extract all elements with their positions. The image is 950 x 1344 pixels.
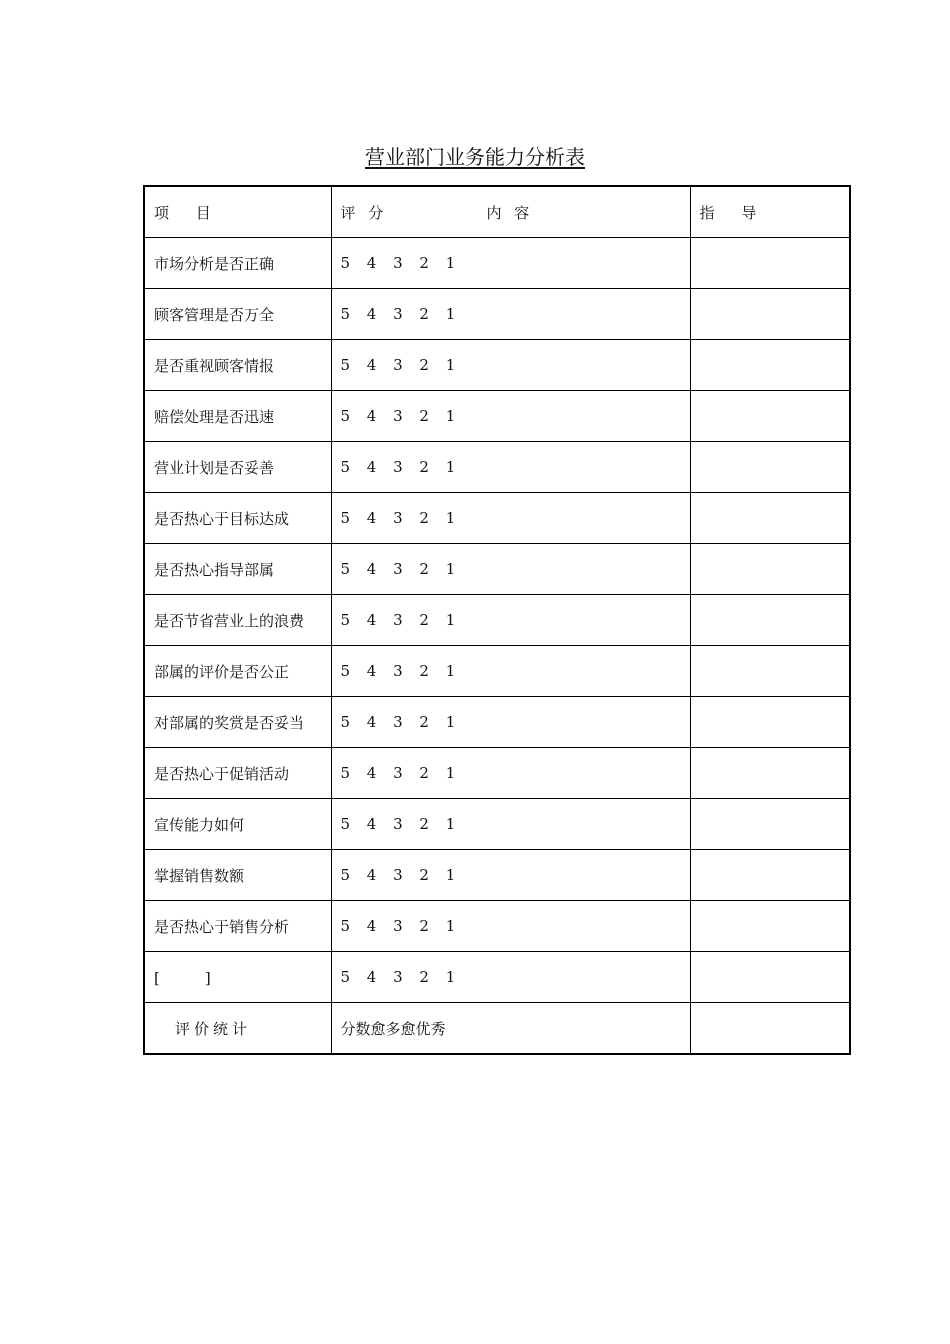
- row-item: 是否节省营业上的浪费: [144, 595, 331, 646]
- row-score-scale: [331, 544, 690, 595]
- table-row: [144, 850, 850, 901]
- row-guide-cell[interactable]: [690, 952, 850, 1003]
- row-item: 宣传能力如何: [144, 799, 331, 850]
- row-score-scale: [331, 391, 690, 442]
- table-row: [144, 748, 850, 799]
- score-scale-text: 5 4 3 2 1: [340, 356, 462, 374]
- table-row: [144, 697, 850, 748]
- row-item: 顾客管理是否万全: [144, 289, 331, 340]
- header-item: 项 目: [144, 186, 331, 238]
- score-scale-text: 5 4 3 2 1: [340, 713, 462, 731]
- row-score-scale: [331, 595, 690, 646]
- score-scale-text: 5 4 3 2 1: [340, 560, 462, 578]
- row-guide-cell[interactable]: [690, 442, 850, 493]
- table-row: [144, 238, 850, 289]
- row-score-scale: [331, 901, 690, 952]
- row-item: 对部属的奖赏是否妥当: [144, 697, 331, 748]
- summary-guide-cell[interactable]: [690, 1003, 850, 1055]
- table-row: [144, 799, 850, 850]
- row-score-scale: [331, 697, 690, 748]
- header-guide: 指 导: [690, 186, 850, 238]
- row-item: 市场分析是否正确: [144, 238, 331, 289]
- table-row: [144, 952, 850, 1003]
- row-guide-cell[interactable]: [690, 901, 850, 952]
- row-guide-cell[interactable]: [690, 697, 850, 748]
- header-content: 内 容: [486, 203, 530, 222]
- table-row: [144, 340, 850, 391]
- row-score-scale: [331, 340, 690, 391]
- score-scale-text: 5 4 3 2 1: [340, 917, 462, 935]
- score-scale-text: 5 4 3 2 1: [340, 458, 462, 476]
- score-scale-text: 5 4 3 2 1: [340, 254, 462, 272]
- row-guide-cell[interactable]: [690, 391, 850, 442]
- table-row: [144, 901, 850, 952]
- row-guide-cell[interactable]: [690, 646, 850, 697]
- row-score-scale: [331, 748, 690, 799]
- row-item: 是否重视顾客情报: [144, 340, 331, 391]
- row-guide-cell[interactable]: [690, 340, 850, 391]
- row-score-scale: [331, 493, 690, 544]
- page-title: 营业部门业务能力分析表: [365, 145, 585, 169]
- score-scale-text: 5 4 3 2 1: [340, 866, 462, 884]
- row-item: 是否热心于促销活动: [144, 748, 331, 799]
- row-score-scale: [331, 799, 690, 850]
- table-row: [144, 289, 850, 340]
- evaluation-table: [143, 185, 851, 1055]
- table-row: [144, 442, 850, 493]
- header-score-content: [331, 186, 690, 238]
- row-score-scale: [331, 952, 690, 1003]
- row-item: 是否热心于目标达成: [144, 493, 331, 544]
- row-item: 是否热心指导部属: [144, 544, 331, 595]
- row-score-scale: [331, 238, 690, 289]
- row-guide-cell[interactable]: [690, 238, 850, 289]
- row-item: 营业计划是否妥善: [144, 442, 331, 493]
- row-guide-cell[interactable]: [690, 595, 850, 646]
- row-score-scale: [331, 442, 690, 493]
- row-item: 部属的评价是否公正: [144, 646, 331, 697]
- table-row: [144, 493, 850, 544]
- row-score-scale: [331, 850, 690, 901]
- score-scale-text: 5 4 3 2 1: [340, 407, 462, 425]
- summary-row: [144, 1003, 850, 1055]
- row-guide-cell[interactable]: [690, 544, 850, 595]
- row-item: 赔偿处理是否迅速: [144, 391, 331, 442]
- score-scale-text: 5 4 3 2 1: [340, 662, 462, 680]
- score-scale-text: 5 4 3 2 1: [340, 611, 462, 629]
- row-guide-cell[interactable]: [690, 493, 850, 544]
- summary-label: 评价统计: [144, 1003, 331, 1055]
- row-guide-cell[interactable]: [690, 289, 850, 340]
- table-row: [144, 646, 850, 697]
- row-item: 是否热心于销售分析: [144, 901, 331, 952]
- score-scale-text: 5 4 3 2 1: [340, 764, 462, 782]
- row-item: [ ]: [144, 952, 331, 1003]
- summary-note: 分数愈多愈优秀: [331, 1003, 690, 1055]
- row-score-scale: [331, 289, 690, 340]
- row-guide-cell[interactable]: [690, 748, 850, 799]
- score-scale-text: 5 4 3 2 1: [340, 305, 462, 323]
- row-score-scale: [331, 646, 690, 697]
- score-scale-text: 5 4 3 2 1: [340, 968, 462, 986]
- table-row: [144, 544, 850, 595]
- row-guide-cell[interactable]: [690, 799, 850, 850]
- table-row: [144, 595, 850, 646]
- header-score: 评 分: [340, 203, 384, 222]
- row-item: 掌握销售数额: [144, 850, 331, 901]
- table-row: [144, 391, 850, 442]
- score-scale-text: 5 4 3 2 1: [340, 815, 462, 833]
- row-guide-cell[interactable]: [690, 850, 850, 901]
- table-header-row: [144, 186, 850, 238]
- score-scale-text: 5 4 3 2 1: [340, 509, 462, 527]
